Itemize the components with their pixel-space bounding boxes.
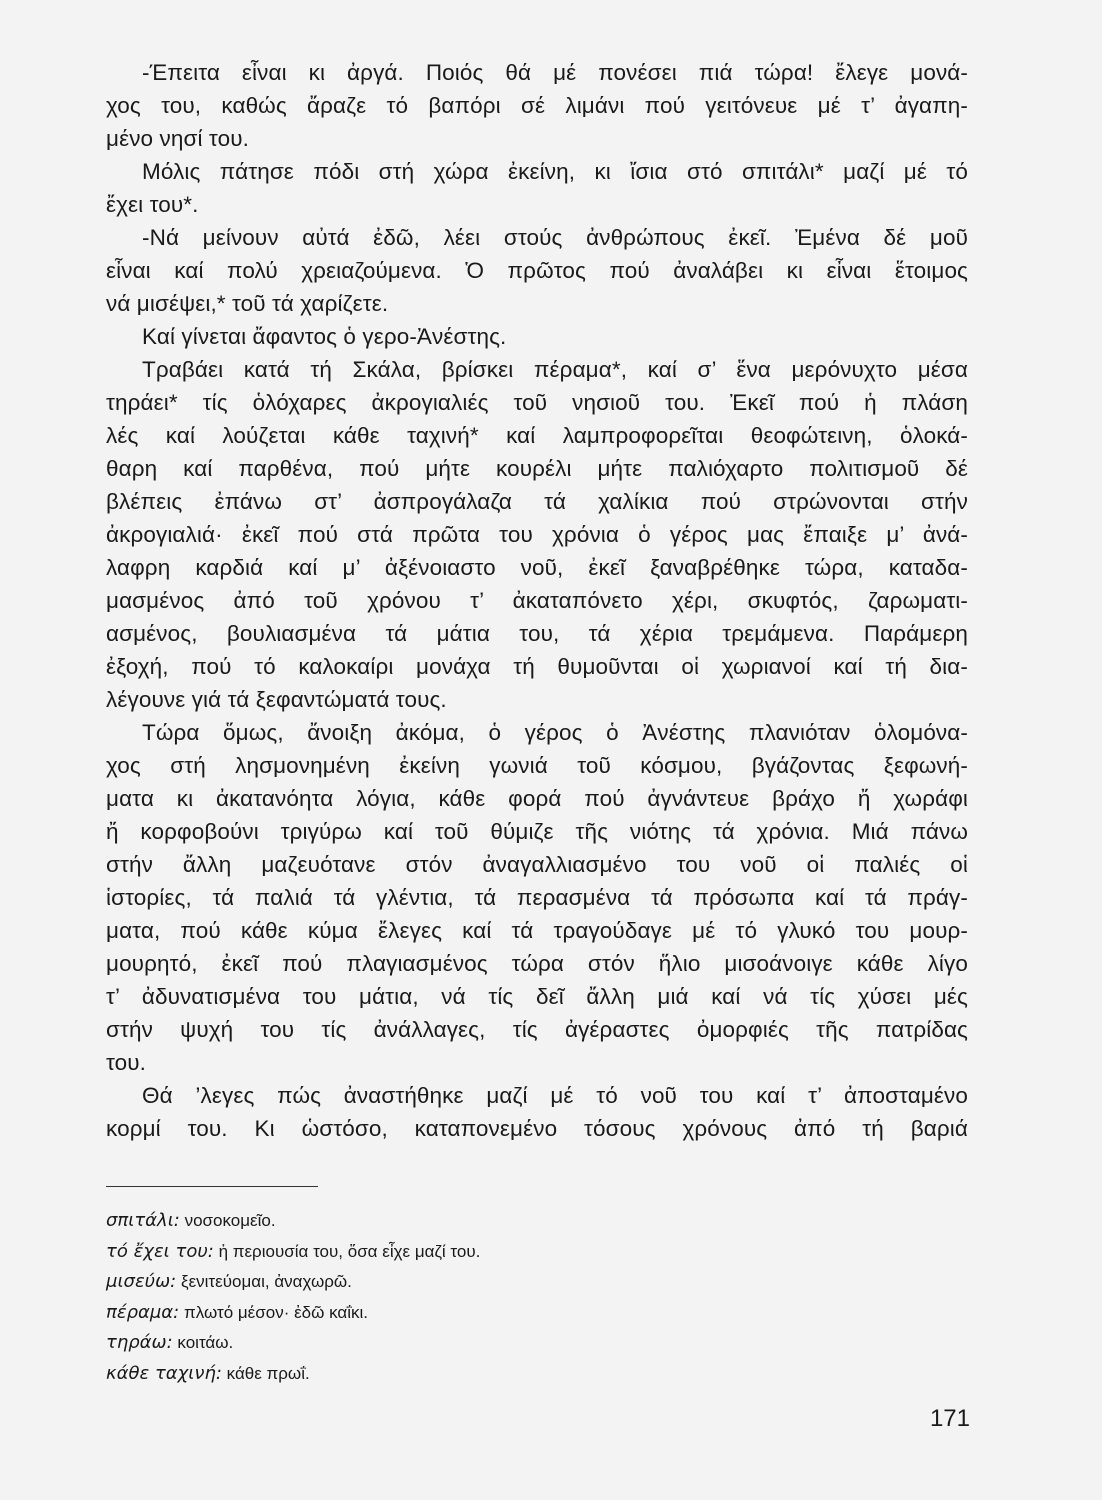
text-line: λές καί λούζεται κάθε ταχινή* καί λαμπροφορεῖται θεοφώτεινη, ὁλοκά- (106, 423, 968, 448)
text-line: στήν ψυχή του τίς ἀνάλλαγες, τίς ἀγέραστες ὀμορφιές τῆς πατρίδας (106, 1017, 968, 1042)
footnote-term: μισεύω: (106, 1271, 177, 1292)
text-line: ἤ κορφοβούνι τριγύρω καί τοῦ θύμιζε τῆς νιότης τά χρόνια. Μιά πάνω (106, 819, 968, 844)
text-line: λαφρη καρδιά καί μ’ ἀξένοιαστο νοῦ, ἐκεῖ ξαναβρέθηκε τώρα, καταδα- (106, 555, 968, 580)
text-line: -Νά μείνουν αὐτά ἐδῶ, λέει στούς ἀνθρώπους ἐκεῖ. Ἐμένα δέ μοῦ (142, 225, 968, 250)
text-line: -Έπειτα εἶναι κι ἀργά. Ποιός θά μέ πονέσει πιά τώρα! ἔλεγε μονά- (142, 60, 968, 85)
text-line: Μόλις πάτησε πόδι στή χώρα ἐκείνη, κι ἴσια στό σπιτάλι* μαζί μέ τό (142, 159, 968, 184)
footnote (106, 1298, 806, 1329)
footnote-definition: κάθε πρωΐ. (226, 1363, 310, 1383)
text-line: Τώρα ὅμως, ἄνοιξη ἀκόμα, ὁ γέρος ὁ Ἀνέστης πλανιόταν ὁλομόνα- (142, 720, 968, 745)
text-line: ματα κι ἀκατανόητα λόγια, κάθε φορά πού ἀγνάντευε βράχο ἤ χωράφι (106, 786, 968, 811)
text-line: θαρη καί παρθένα, πού μήτε κουρέλι μήτε παλιόχαρτο πολιτισμοῦ δέ (106, 456, 968, 481)
text-line: τηράει* τίς ὁλόχαρες ἀκρογιαλιές τοῦ νησιοῦ του. Ἐκεῖ πού ἡ πλάση (106, 390, 968, 415)
text-line: ἀκρογιαλιά· ἐκεῖ πού στά πρῶτα του χρόνια ὁ γέρος μας ἔπαιξε μ’ ἀνά- (106, 522, 968, 547)
text-line: Τραβάει κατά τή Σκάλα, βρίσκει πέραμα*, καί σ’ ἕνα μερόνυχτο μέσα (142, 357, 968, 382)
text-line: Θά ’λεγες πώς ἀναστήθηκε μαζί μέ τό νοῦ του καί τ’ ἀποσταμένο (142, 1083, 968, 1108)
text-line: μασμένος ἀπό τοῦ χρόνου τ’ ἀκαταπόνετο χέρι, σκυφτός, ζαρωματι- (106, 588, 968, 613)
text-line: κορμί του. Κι ὡστόσο, καταπονεμένο τόσους χρόνους ἀπό τή βαριά (106, 1116, 968, 1141)
text-line: μουρητό, ἐκεῖ πού πλαγιασμένος τώρα στόν ἥλιο μισοάνοιγε κάθε λίγο (106, 951, 968, 976)
footnote-term: τηράω: (106, 1332, 173, 1353)
text-line: χος στή λησμονημένη ἐκείνη γωνιά τοῦ κόσμου, βγάζοντας ξεφωνή- (106, 753, 968, 778)
footnote (106, 1206, 806, 1237)
text-line: λέγουνε γιά τά ξεφαντώματά τους. (106, 687, 447, 712)
main-text (106, 56, 968, 1145)
footnote-rule (106, 1186, 318, 1187)
footnote-definition: ξενιτεύομαι, ἀναχωρῶ. (180, 1272, 352, 1291)
footnote-definition: ἡ περιουσία του, ὅσα εἶχε μαζί του. (218, 1241, 481, 1261)
page-number: 171 (929, 1405, 970, 1432)
footnote-definition: κοιτάω. (177, 1333, 234, 1352)
text-line: ἱστορίες, τά παλιά τά γλέντια, τά περασμένα τά πρόσωπα καί τά πράγ- (106, 885, 968, 910)
text-line: του. (106, 1050, 147, 1075)
footnote-term: σπιτάλι: (106, 1210, 180, 1231)
footnote-term: πέραμα: (106, 1301, 180, 1323)
footnote (106, 1328, 806, 1359)
footnote-definition: νοσοκομεῖο. (184, 1211, 276, 1230)
footnote (106, 1359, 806, 1390)
footnote (106, 1267, 806, 1298)
footnote-term: κάθε ταχινή: (106, 1362, 222, 1384)
text-line: στήν ἄλλη μαζευότανε στόν ἀναγαλλιασμένο του νοῦ οἱ παλιές οἱ (106, 852, 968, 877)
text-line: ἔχει του*. (106, 192, 199, 217)
text-line: χος του, καθώς ἄραζε τό βαπόρι σέ λιμάνι πού γειτόνευε μέ τ’ ἀγαπη- (106, 93, 968, 118)
text-line: βλέπεις ἐπάνω στ’ ἀσπρογάλαζα τά χαλίκια πού στρώνονται στήν (106, 489, 968, 514)
text-line: μένο νησί του. (106, 126, 249, 151)
footnote-term: τό ἔχει του: (106, 1240, 214, 1262)
text-line: νά μισέψει,* τοῦ τά χαρίζετε. (106, 291, 389, 316)
footnote (106, 1237, 806, 1268)
footnotes (106, 1206, 806, 1389)
footnote-definition: πλωτό μέσον· ἐδῶ καΐκι. (183, 1302, 369, 1322)
text-line: Καί γίνεται ἄφαντος ὁ γερο-Ἀνέστης. (142, 324, 507, 349)
text-line: ἐξοχή, πού τό καλοκαίρι μονάχα τή θυμοῦνται οἱ χωριανοί καί τή δια- (106, 654, 968, 679)
text-line: τ’ ἀδυνατισμένα του μάτια, νά τίς δεῖ ἄλλη μιά καί νά τίς χύσει μές (106, 984, 968, 1009)
text-line: εἶναι καί πολύ χρειαζούμενα. Ὁ πρῶτος πού ἀναλάβει κι εἶναι ἕτοιμος (106, 258, 968, 283)
text-line: ματα, πού κάθε κύμα ἔλεγες καί τά τραγούδαγε μέ τό γλυκό του μουρ- (106, 918, 968, 943)
text-line: ασμένος, βουλιασμένα τά μάτια του, τά χέρια τρεμάμενα. Παράμερη (106, 621, 968, 646)
